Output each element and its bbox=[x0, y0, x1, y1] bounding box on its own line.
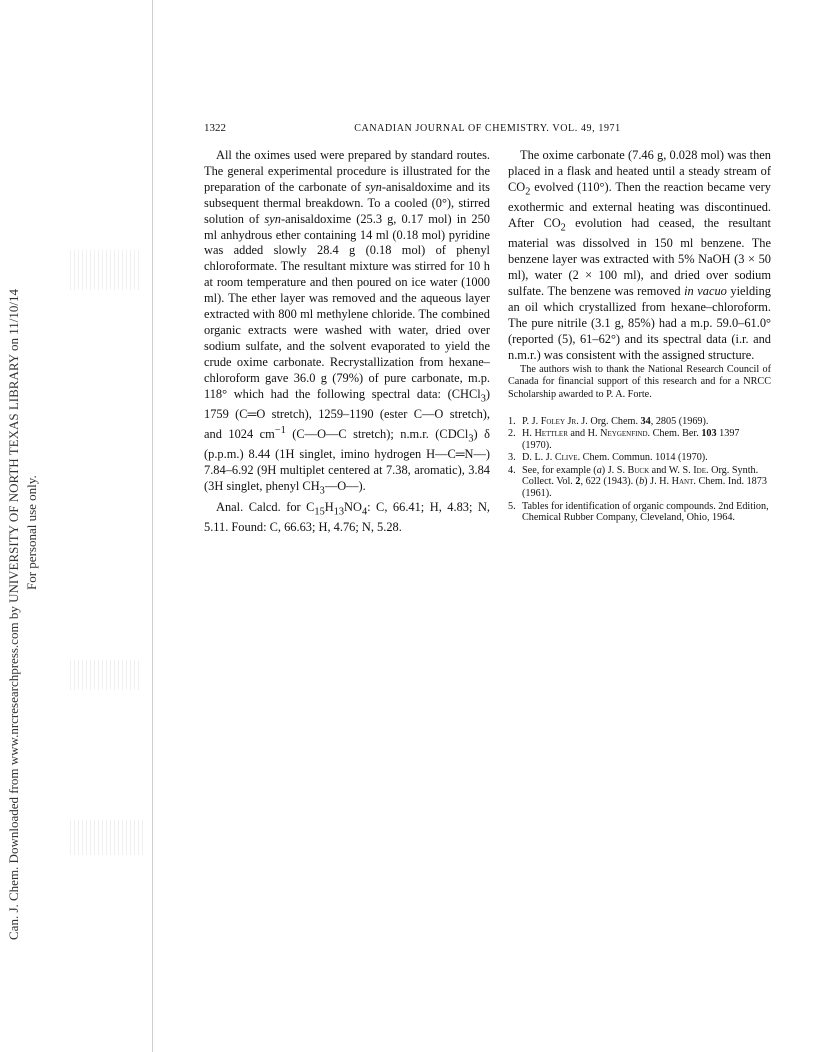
running-head: CANADIAN JOURNAL OF CHEMISTRY. VOL. 49, 1971 bbox=[354, 123, 621, 134]
watermark-download-line: Can. J. Chem. Downloaded from www.nrcresearchpress.com by UNIVERSITY OF NORTH TEXAS LIBRARY on 11/10/14 bbox=[6, 289, 21, 940]
download-watermark bbox=[0, 0, 60, 1052]
right-column bbox=[508, 148, 771, 525]
scan-speckle bbox=[70, 250, 140, 290]
margin-rule bbox=[152, 0, 153, 1052]
acknowledgement: The authors wish to thank the National Research Council of Canada for financial support of this research and for a NRCC Scholarship awarded to P. A. Forte. bbox=[508, 363, 771, 400]
scan-speckle bbox=[70, 660, 140, 690]
decomposition-paragraph: The oxime carbonate (7.46 g, 0.028 mol) was then placed in a flask and heated until a steady stream of $CO_2$ evolved (110°). Then the reaction became very exothermic and external heating was discontinued. After $CO_2$ evolution had ceased, the resultant material was dissolved in 150 ml benzene. The benzene layer was extracted with 5% NaOH (3 × 50 ml), water (2 × 100 ml), and dried over sodium sulfate. The benzene was removed in vacuo yielding an oil which crystallized from hexane–chloroform. The pure nitrile (3.1 g, 85%) had a m.p. 59.0–61.0° (reported (5), 61–62°) and its spectral data (i.r. and n.m.r.) was consistent with the assigned structure. bbox=[508, 148, 771, 362]
page-number: 1322 bbox=[204, 122, 226, 134]
references-list bbox=[508, 416, 771, 524]
left-column bbox=[204, 148, 490, 536]
experimental-paragraph: All the oximes used were prepared by standard routes. The general experimental procedure is illustrated for the preparation of the carbonate of syn-anisaldoxime and its subsequent thermal breakdown. To a cooled (0°), stirred solution of syn-anisaldoxime (25.3 g, 0.17 mol) in 250 ml anhydrous ether containing 14 ml (0.18 mol) pyridine was added slowly 28.4 g (0.18 mol) of phenyl chloroformate. The resultant mixture was stirred for 10 h at room temperature and then poured on ice water (1000 ml). The ether layer was removed and the aqueous layer extracted with 800 ml methylene chloride. The combined organic extracts were washed with water, dried over sodium sulfate, and the solvent evaporated to yield the crude oxime carbonate. Recrystallization from hexane–chloroform gave 36.0 g (79%) of pure carbonate, m.p. 118° which had the following spectral data: (CHCl$_3$) 1759 (C═O stretch), 1259–1190 (ester C—O stretch), and 1024 $cm^{-1}$ (C—O—C stretch); n.m.r. (CDCl$_3$) δ (p.p.m.) 8.44 (1H singlet, imino hydrogen H—C═N—) 7.84–6.92 (9H multiplet centered at 7.38, aromatic), 3.84 (3H singlet, phenyl $CH_3—O—$). bbox=[204, 148, 490, 497]
reference-item: 4. See, for example (a) J. S. Buck and W. S. Ide. Org. Synth. Collect. Vol. 2, 622 (1943). (b) J. H. Hant. Chem. Ind. 1873 (1961). bbox=[508, 464, 767, 500]
analysis-paragraph: Anal. Calcd. for $C_{15}H_{13}NO_4$: C, 66.41; H, 4.83; N, 5.11. Found: C, 66.63; H, 4.76; N, 5.28. bbox=[204, 499, 490, 534]
page-header bbox=[204, 122, 771, 138]
reference-item: 2. H. Hettler and H. Neygenfind. Chem. Ber. 103 1397 (1970). bbox=[508, 428, 740, 451]
reference-item: 3. D. L. J. Clive. Chem. Commun. 1014 (1970). bbox=[508, 452, 708, 464]
reference-item: 1. P. J. Foley Jr. J. Org. Chem. 34, 2805 (1969). bbox=[508, 415, 709, 427]
reference-item: 5. Tables for identification of organic compounds. 2nd Edition, Chemical Rubber Company, Cleveland, Ohio, 1964. bbox=[508, 500, 769, 524]
scan-speckle bbox=[70, 820, 145, 855]
watermark-personal-use-line: For personal use only. bbox=[24, 475, 39, 590]
